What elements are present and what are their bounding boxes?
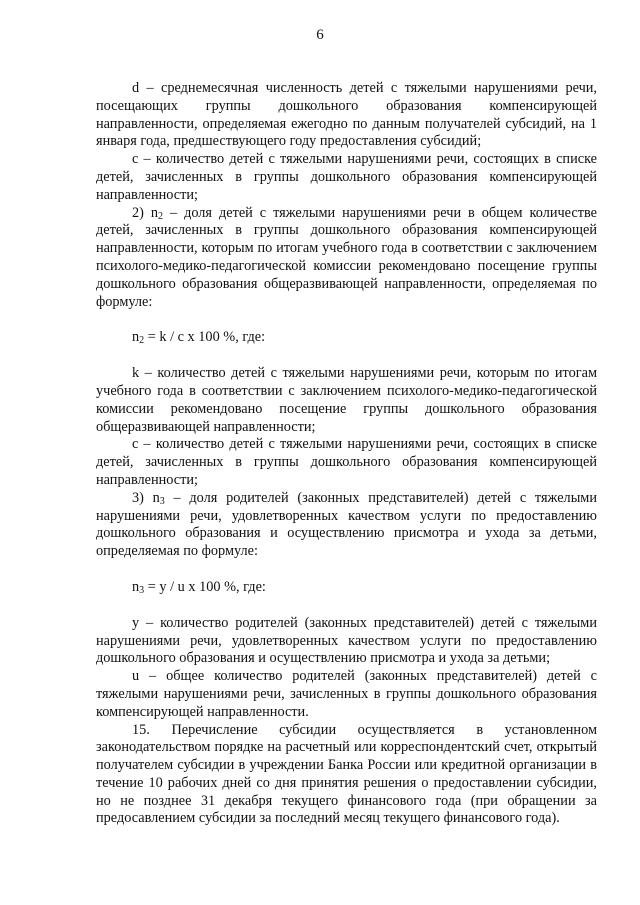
n3-label: 3) n (132, 489, 160, 506)
n2-subscript: 2 (158, 210, 164, 222)
document-body (96, 80, 597, 828)
paragraph-n2-definition (96, 205, 597, 312)
paragraph-15-transfer: 15. Перечисление субсидии осуществляется в установленном законодательством порядке на расчетный или корреспондентский счет, открытый получателем субсидии в учреждении Банка России или кредитной организации в течение 10 рабочих дней со дня принятия решения о предоставлении субсидии, но не позднее 31 декабря текущего финансового года (при обращении за предосавлением субсидии за последний месяц текущего финансового года). (96, 721, 597, 827)
formula-n2-subscript: 2 (139, 335, 145, 347)
formula-n2-symbol: n (132, 329, 140, 346)
paragraph-d-definition: d – среднемесячная численность детей с тяжелыми нарушениями речи, посещающих группы дошкольного образования компенсирующей направленности, определяемая ежегодно по данным получателей субсидий, на 1 января года, предшествующего году предоставления субсидий; (96, 80, 597, 150)
page-number: 6 (316, 27, 324, 43)
formula-n2-expression: = k / c x 100 %, где: (144, 329, 266, 346)
formula-n3-symbol: n (132, 578, 140, 595)
formula-n2 (96, 329, 597, 347)
paragraph-n3-definition (96, 490, 597, 561)
paragraph-c2-definition: с – количество детей с тяжелыми нарушениями речи, состоящих в списке детей, зачисленных в группы дошкольного образования компенсирующей направленности; (96, 436, 597, 488)
formula-n3-subscript: 3 (139, 584, 145, 596)
n3-subscript: 3 (159, 495, 165, 507)
paragraph-c-definition: с – количество детей с тяжелыми нарушениями речи, состоящих в списке детей, зачисленных в группы дошкольного образования компенсирующей направленности; (96, 151, 597, 203)
n3-description: – доля родителей (законных представителей) детей с тяжелыми нарушениями речи, удовлетворенных качеством услуги по предоставлению дошкольного образования и осуществлению присмотра и ухода за детьми, определяемая по формуле: (96, 489, 597, 560)
n2-label: 2) n (132, 204, 159, 221)
formula-n3-expression: = y / u x 100 %, где: (144, 578, 266, 595)
n2-description: – доля детей с тяжелыми нарушениями речи в общем количестве детей, зачисленных в группы дошкольного образования компенсирующей направленности, которым по итогам учебного года в соответствии с заключением психолого-медико-педагогической комиссии рекомендовано посещение группы дошкольного образования общеразвивающей направленности, определяемая по формуле: (96, 204, 597, 310)
formula-n3 (96, 579, 597, 597)
paragraph-u-definition: u – общее количество родителей (законных представителей) детей с тяжелыми нарушениями речи, зачисленных в группы дошкольного образования компенсирующей направленности. (96, 668, 597, 720)
paragraph-k-definition: k – количество детей с тяжелыми нарушениями речи, которым по итогам учебного года в соответствии с заключением психолого-медико-педагогической комиссии рекомендовано посещение группы дошкольного образования общеразвивающей направленности; (96, 365, 597, 435)
paragraph-y-definition: y – количество родителей (законных представителей) детей с тяжелыми нарушениями речи, удовлетворенных качеством услуги по предоставлению дошкольного образования и осуществлению присмотра и ухода за детьми; (96, 614, 597, 667)
